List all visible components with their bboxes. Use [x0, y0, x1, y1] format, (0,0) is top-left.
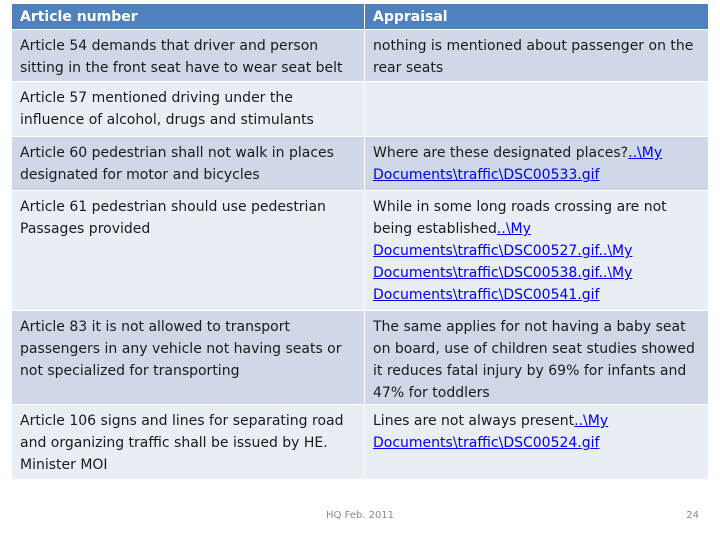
table-row: [12, 82, 709, 137]
image-link[interactable]: ..\My Documents\traffic\DSC00527.gif: [373, 221, 599, 259]
appraisal-text: nothing is mentioned about passenger on the rear seats: [373, 38, 694, 76]
footer-text: HQ Feb. 2011: [325, 510, 395, 521]
image-link[interactable]: ..\My Documents\traffic\DSC00541.gif: [373, 265, 633, 303]
image-link[interactable]: ..\My Documents\traffic\DSC00533.gif: [373, 145, 663, 183]
appraisal-cell: [365, 191, 709, 311]
appraisal-cell: [365, 30, 709, 82]
table-header-row: [12, 4, 709, 30]
table-row: [12, 137, 709, 191]
article-cell: Article 60 pedestrian shall not walk in places designated for motor and bicycles: [12, 137, 365, 191]
header-article-number: Article number: [12, 4, 365, 30]
image-link[interactable]: ..\My Documents\traffic\DSC00524.gif: [373, 413, 609, 451]
appraisal-text: While in some long roads crossing are not being established: [373, 199, 667, 237]
appraisal-cell: [365, 137, 709, 191]
appraisal-text: Lines are not always present: [373, 413, 575, 429]
appraisal-text: Where are these designated places?: [373, 145, 629, 161]
appraisal-cell: [365, 311, 709, 405]
articles-table: [11, 3, 709, 480]
appraisal-text: The same applies for not having a baby seat on board, use of children seat studies showed it reduces fatal injury by 69% for infants and 47% for toddlers: [373, 319, 695, 401]
table-row: [12, 405, 709, 480]
article-cell: Article 57 mentioned driving under the influence of alcohol, drugs and stimulants: [12, 82, 365, 137]
table-row: [12, 30, 709, 82]
page-number: 24: [686, 510, 699, 521]
appraisal-cell: [365, 82, 709, 137]
article-cell: Article 54 demands that driver and person sitting in the front seat have to wear seat belt: [12, 30, 365, 82]
header-appraisal: Appraisal: [365, 4, 709, 30]
article-cell: Article 61 pedestrian should use pedestrian Passages provided: [12, 191, 365, 311]
image-link[interactable]: ..\My Documents\traffic\DSC00538.gif: [373, 243, 633, 281]
table-row: [12, 311, 709, 405]
appraisal-cell: [365, 405, 709, 480]
article-cell: Article 83 it is not allowed to transport passengers in any vehicle not having seats or not specialized for transporting: [12, 311, 365, 405]
article-cell: Article 106 signs and lines for separating road and organizing traffic shall be issued by HE. Minister MOI: [12, 405, 365, 480]
table-row: [12, 191, 709, 311]
